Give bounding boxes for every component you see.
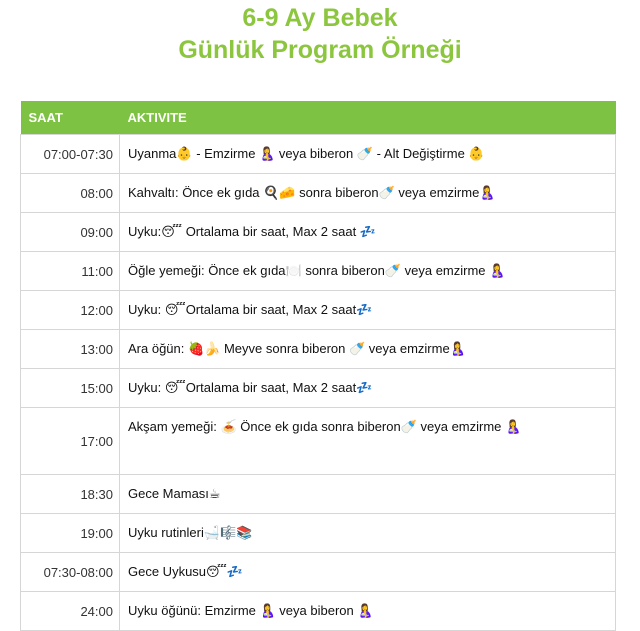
row-time: 09:00 bbox=[21, 213, 120, 252]
row-time: 13:00 bbox=[21, 330, 120, 369]
row-time: 18:30 bbox=[21, 475, 120, 514]
table-row bbox=[21, 475, 616, 514]
row-activity: Gece Maması☕ bbox=[120, 475, 616, 514]
row-activity: Akşam yemeği: 🍝 Önce ek gıda sonra biberon🍼 veya emzirme 🤱 bbox=[120, 408, 616, 475]
row-time: 24:00 bbox=[21, 592, 120, 631]
row-activity: Ara öğün: 🍓🍌 Meyve sonra biberon 🍼 veya emzirme🤱 bbox=[120, 330, 616, 369]
page-subtitle: Günlük Program Örneği bbox=[178, 36, 462, 64]
row-time: 15:00 bbox=[21, 369, 120, 408]
table-row bbox=[21, 553, 616, 592]
table-row bbox=[21, 291, 616, 330]
row-time: 07:30-08:00 bbox=[21, 553, 120, 592]
row-activity: Öğle yemeği: Önce ek gıda🍽️ sonra biberon🍼 veya emzirme 🤱 bbox=[120, 252, 616, 291]
row-time: 12:00 bbox=[21, 291, 120, 330]
row-activity: Uyku: 😴Ortalama bir saat, Max 2 saat💤 bbox=[120, 369, 616, 408]
column-header-activity: AKTIVITE bbox=[120, 101, 616, 135]
row-activity: Uyku öğünü: Emzirme 🤱 veya biberon 🤱 bbox=[120, 592, 616, 631]
table-row bbox=[21, 408, 616, 475]
row-time: 19:00 bbox=[21, 514, 120, 553]
row-activity: Uyanma👶 - Emzirme 🤱 veya biberon 🍼 - Alt Değiştirme 👶 bbox=[120, 135, 616, 174]
column-header-time: SAAT bbox=[21, 101, 120, 135]
row-time: 17:00 bbox=[21, 408, 120, 475]
table-row bbox=[21, 174, 616, 213]
page-title: 6-9 Ay Bebek bbox=[242, 4, 398, 32]
row-activity: Gece Uykusu😴💤 bbox=[120, 553, 616, 592]
schedule-table bbox=[20, 101, 616, 631]
table-row bbox=[21, 330, 616, 369]
row-activity: Uyku: 😴Ortalama bir saat, Max 2 saat💤 bbox=[120, 291, 616, 330]
row-time: 08:00 bbox=[21, 174, 120, 213]
row-time: 11:00 bbox=[21, 252, 120, 291]
row-activity: Uyku rutinleri🛁🎼📚 bbox=[120, 514, 616, 553]
table-row bbox=[21, 369, 616, 408]
table-header-row bbox=[21, 101, 616, 135]
table-row bbox=[21, 592, 616, 631]
table-row bbox=[21, 135, 616, 174]
table-row bbox=[21, 514, 616, 553]
table-row bbox=[21, 213, 616, 252]
title-block bbox=[0, 0, 640, 66]
row-time: 07:00-07:30 bbox=[21, 135, 120, 174]
row-activity: Kahvaltı: Önce ek gıda 🍳🧀 sonra biberon🍼 veya emzirme🤱 bbox=[120, 174, 616, 213]
table-row bbox=[21, 252, 616, 291]
row-activity: Uyku:😴 Ortalama bir saat, Max 2 saat 💤 bbox=[120, 213, 616, 252]
